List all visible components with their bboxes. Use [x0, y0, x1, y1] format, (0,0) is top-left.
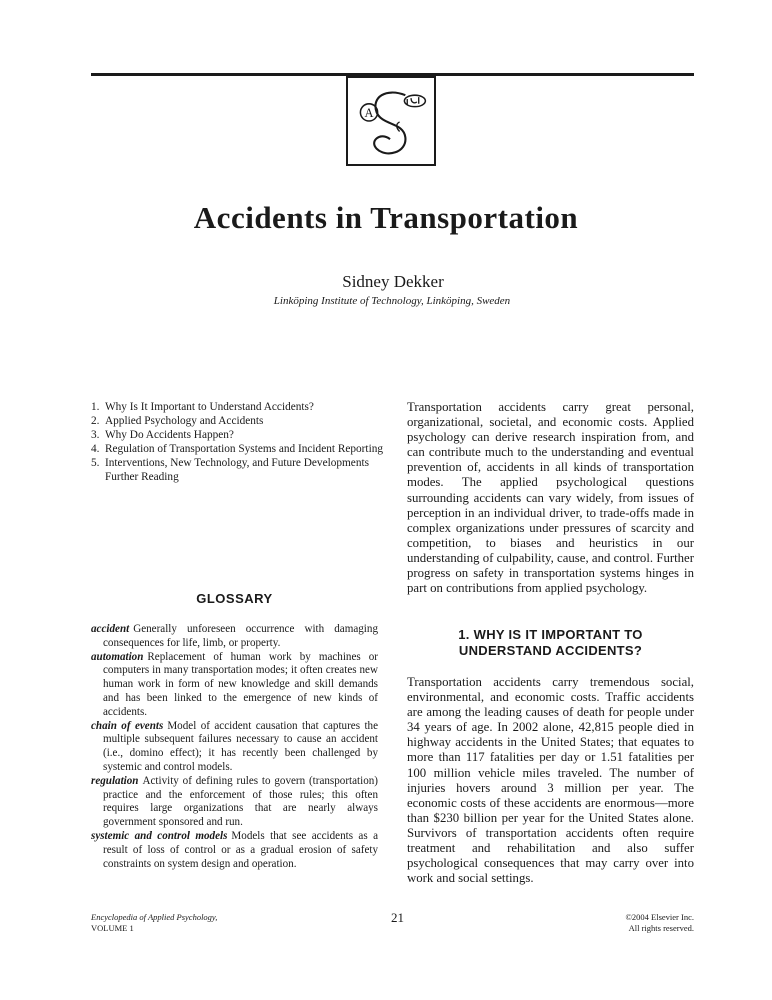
page-number: 21: [391, 910, 404, 925]
glossary-definition: Activity of defining rules to govern (transportation) practice and the enforcement of those rules; this often requires large organizations that are nearly always government sponsored and run.: [103, 774, 378, 829]
author-name: Sidney Dekker: [342, 272, 444, 291]
section-body: Transportation accidents carry tremendous social, environmental, and economic costs. Traffic accidents are among the leading causes of death for people under 34 years of age. In 2002 alone, 42,815 people died in highway accidents in the United States; that equates to more than 117 fatalities per day or 1.51 fatalities per 100 million vehicle miles traveled. The number of injuries hovers around 3 million per year. The economic costs of these accidents are enormous—more than $230 billion per year for the United States alone. Survivors of transportation accidents often require treatment and rehabilitation and also suffer psychological consequences that may carry over into work and social settings.: [407, 675, 694, 886]
footer-copyright: [560, 912, 694, 934]
glossary-term: regulation: [91, 774, 139, 787]
author-affiliation: Linköping Institute of Technology, Linköping, Sweden: [273, 295, 511, 307]
psi-face-logo-icon: [346, 76, 436, 166]
toc-item[interactable]: Further Reading: [105, 471, 179, 483]
glossary-definition: Replacement of human work by machines or computers in many transportation modes; it often creates new human work in form of new knowledge and skill demands and has been linked to the emergence of new kinds of accidents.: [103, 650, 378, 718]
section-heading-line: UNDERSTAND ACCIDENTS?: [458, 643, 643, 658]
logo-letter: A: [364, 106, 374, 121]
glossary-entry: [91, 830, 378, 871]
toc-item[interactable]: 4. Regulation of Transportation Systems and Incident Reporting: [91, 443, 384, 455]
footer-volume: VOLUME 1: [91, 923, 134, 933]
glossary-entry: [91, 623, 378, 651]
footer-publication: Encyclopedia of Applied Psychology,: [91, 912, 218, 922]
glossary-entry: [91, 775, 378, 830]
glossary-list: [91, 623, 378, 871]
table-of-contents: [91, 400, 391, 484]
glossary-term: chain of events: [91, 719, 164, 732]
glossary-heading: GLOSSARY: [196, 591, 273, 606]
article-title: Accidents in Transportation: [193, 200, 579, 235]
section-heading-line: 1. WHY IS IT IMPORTANT TO: [458, 627, 643, 642]
glossary-definition: Model of accident causation that captures the multiple subsequent failures necessary to cause an accident (i.e., domino effect); it has recently been challenged by systemic and control models.: [103, 719, 378, 773]
toc-item[interactable]: 3. Why Do Accidents Happen?: [91, 429, 234, 441]
glossary-entry: [91, 651, 378, 720]
toc-item[interactable]: 1. Why Is It Important to Understand Accidents?: [91, 401, 314, 413]
glossary-entry: [91, 720, 378, 775]
section-heading: [407, 627, 694, 659]
glossary-term: automation: [91, 650, 144, 663]
copyright-text: ©2004 Elsevier Inc.: [625, 912, 694, 922]
glossary-term: systemic and control models: [91, 829, 228, 842]
glossary-definition: Models that see accidents as a result of loss of control or as a gradual erosion of safety constraints on system design and operation.: [103, 829, 379, 870]
glossary-term: accident: [91, 623, 130, 635]
logo-drawing: [348, 78, 434, 164]
toc-item[interactable]: 5. Interventions, New Technology, and Future Developments: [91, 457, 369, 469]
glossary-definition: Generally unforeseen occurrence with damaging consequences for life, limb, or property.: [103, 623, 378, 649]
intro-paragraph: Transportation accidents carry great personal, organizational, societal, and economic costs. Applied psychology can derive research inspiration from, and can contribute much to the understanding and eventual prevention of, accidents in all kinds of transportation modes. The applied psychological questions surrounding accidents can vary widely, from issues of perception in an individual driver, to trade-offs made in complex organizations under pressures of scarcity and competition, to biases and heuristics in our understanding of culpability, cause, and control. Further progress on safety in transportation systems hinges in part on contributions from applied psychology.: [407, 400, 694, 596]
rights-text: All rights reserved.: [628, 923, 694, 933]
toc-item[interactable]: 2. Applied Psychology and Accidents: [91, 415, 264, 427]
